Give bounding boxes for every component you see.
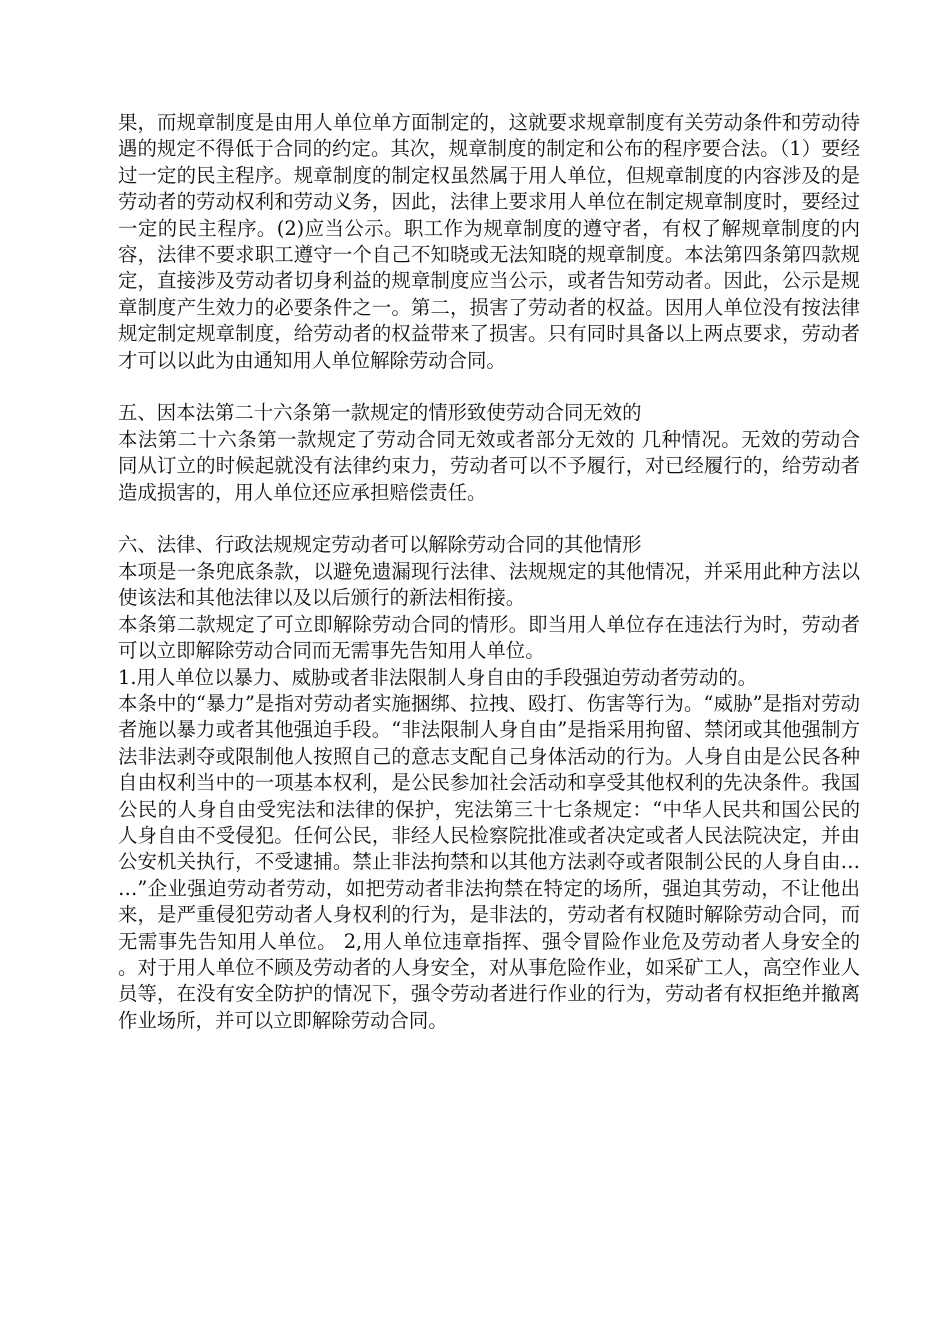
paragraph-violence-explanation: 本条中的“暴力”是指对劳动者实施捆绑、拉拽、殴打、伤害等行为。“威胁”是指对劳动者施以暴力或者其他强迫手段。“非法限制人身自由”是指采用拘留、禁闭或其他强制方法非法剥夺或限制他人按照自己的意志支配自己身体活动的行为。人身自由是公民各种自由权利当中的一项基本权利，是公民参加社会活动和享受其他权利的先决条件。我国公民的人身自由受宪法和法律的保护，宪法第三十七条规定：“中华人民共和国公民的人身自由不受侵犯。任何公民，非经人民检察院批准或者决定或者人民法院决定，并由公安机关执行，不受逮捕。禁止非法拘禁和以其他方法剥夺或者限制公民的人身自由……”企业强迫劳动者劳动，如把劳动者非法拘禁在特定的场所，强迫其劳动，不让他出来，是严重侵犯劳动者人身权利的行为，是非法的，劳动者有权随时解除劳动合同，而无需事先告知用人单位。 2,用人单位违章指挥、强令冒险作业危及劳动者人身安全的。对于用人单位不顾及劳动者的人身安全，对从事危险作业，如采矿工人，高空作业人员等，在没有安全防护的情况下，强令劳动者进行作业的行为，劳动者有权拒绝并撤离作业场所，并可以立即解除劳动合同。 bbox=[118, 691, 860, 1032]
paragraph-catch-all-clause: 本项是一条兜底条款，以避免遗漏现行法律、法规规定的其他情况，并采用此种方法以使该法和其他法律以及以后颁行的新法相衔接。 bbox=[118, 559, 860, 610]
paragraph-spacer bbox=[118, 506, 860, 532]
paragraph-spacer bbox=[118, 374, 860, 400]
paragraph-invalid-contract: 本法第二十六条第一款规定了劳动合同无效或者部分无效的 几种情况。无效的劳动合同从订立的时候起就没有法律约束力，劳动者可以不予履行，对已经履行的，给劳动者造成损害的，用人单位还应承担赔偿责任。 bbox=[118, 427, 860, 504]
paragraph-rules-legality: 果，而规章制度是由用人单位单方面制定的，这就要求规章制度有关劳动条件和劳动待遇的规定不得低于合同的约定。其次，规章制度的制定和公布的程序要合法。（1）要经过一定的民主程序。规章制度的制定权虽然属于用人单位，但规章制度的内容涉及的是劳动者的劳动权利和劳动义务，因此，法律上要求用人单位在制定规章制度时，要经过一定的民主程序。(2)应当公示。职工作为规章制度的遵守者，有权了解规章制度的内容，法律不要求职工遵守一个自己不知晓或无法知晓的规章制度。本法第四条第四款规定，直接涉及劳动者切身利益的规章制度应当公示，或者告知劳动者。因此，公示是规章制度产生效力的必要条件之一。第二，损害了劳动者的权益。因用人单位没有按法律规定制定规章制度，给劳动者的权益带来了损害。只有同时具备以上两点要求，劳动者才可以以此为由通知用人单位解除劳动合同。 bbox=[118, 111, 860, 372]
section-heading-6: 六、法律、行政法规规定劳动者可以解除劳动合同的其他情形 bbox=[118, 533, 642, 557]
document-page bbox=[118, 110, 860, 1034]
section-heading-5: 五、因本法第二十六条第一款规定的情形致使劳动合同无效的 bbox=[118, 401, 642, 425]
paragraph-immediate-termination: 本条第二款规定了可立即解除劳动合同的情形。即当用人单位存在违法行为时，劳动者可以立即解除劳动合同而无需事先告知用人单位。 bbox=[118, 612, 860, 663]
list-item-1: 1.用人单位以暴力、威胁或者非法限制人身自由的手段强迫劳动者劳动的。 bbox=[118, 665, 757, 689]
